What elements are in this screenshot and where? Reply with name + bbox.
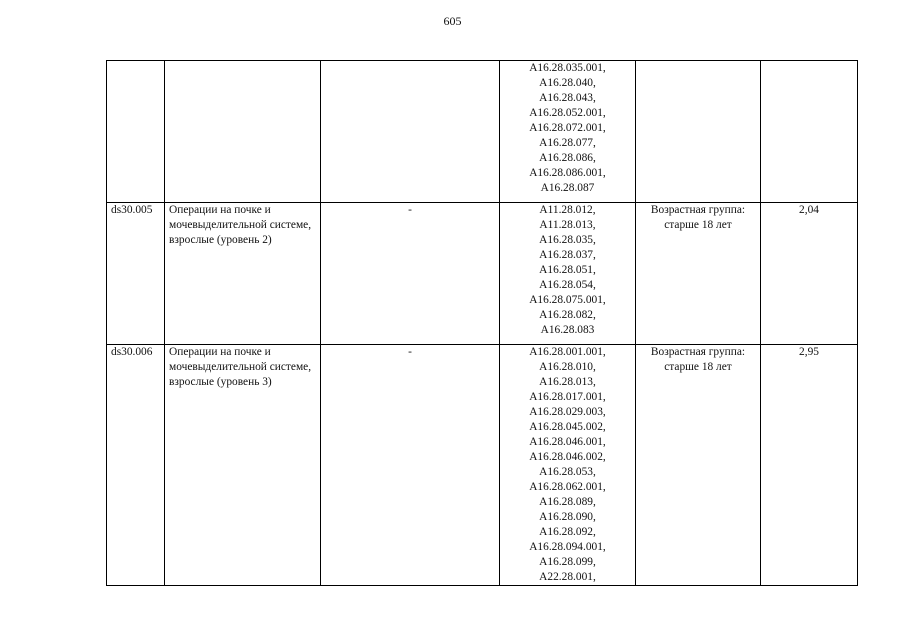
operation-codes-cell — [500, 61, 636, 203]
operation-code: A16.28.094.001, — [529, 541, 606, 553]
tariff-table — [106, 60, 858, 586]
table-row — [107, 345, 858, 586]
operation-code: A16.28.046.001, — [529, 436, 606, 448]
operation-code: A16.28.045.002, — [529, 421, 606, 433]
page-number: 605 — [443, 14, 462, 28]
operation-code: A16.28.087 — [540, 182, 595, 194]
coefficient-cell: 2,95 — [761, 345, 858, 586]
operation-codes-cell — [500, 345, 636, 586]
operation-code: A16.28.075.001, — [529, 294, 606, 306]
operation-code: A16.28.029.003, — [529, 406, 606, 418]
operation-code: A16.28.043, — [539, 92, 596, 104]
group-name-cell: Операции на почке и мочевыделительной системе, взрослые (уровень 3) — [165, 345, 321, 586]
operation-code: A16.28.082, — [539, 309, 596, 321]
criterion-cell: Возрастная группа: старше 18 лет — [636, 345, 761, 586]
operation-code: A16.28.051, — [539, 264, 596, 276]
operation-code: A16.28.099, — [539, 556, 596, 568]
operation-code: A11.28.012, — [539, 204, 596, 216]
operation-code: A16.28.090, — [539, 511, 596, 523]
table-row — [107, 61, 858, 203]
operation-code: A16.28.052.001, — [529, 107, 606, 119]
coefficient-cell — [761, 61, 858, 203]
operation-code: A16.28.054, — [539, 279, 596, 291]
operation-code: A16.28.010, — [539, 361, 596, 373]
operation-code: A16.28.089, — [539, 496, 596, 508]
group-code-cell: ds30.006 — [107, 345, 165, 586]
operation-code: A16.28.046.002, — [529, 451, 606, 463]
operation-code: A16.28.035, — [539, 234, 596, 246]
operation-code: A16.28.013, — [539, 376, 596, 388]
operation-code: A16.28.072.001, — [529, 122, 606, 134]
operation-code: A16.28.040, — [539, 77, 596, 89]
operation-code: A16.28.092, — [539, 526, 596, 538]
criterion-cell — [636, 61, 761, 203]
coefficient-cell: 2,04 — [761, 203, 858, 345]
operation-code: A16.28.035.001, — [529, 62, 606, 74]
operation-code: A16.28.083 — [540, 324, 595, 336]
operation-code: A16.28.062.001, — [529, 481, 606, 493]
operation-code: A16.28.037, — [539, 249, 596, 261]
operation-code: A16.28.001.001, — [529, 346, 606, 358]
operation-code: A16.28.077, — [539, 137, 596, 149]
operation-code: A16.28.086.001, — [529, 167, 606, 179]
criterion-cell: Возрастная группа: старше 18 лет — [636, 203, 761, 345]
table-row — [107, 203, 858, 345]
diagnosis-code-cell: - — [321, 203, 500, 345]
operation-code: A22.28.001, — [539, 571, 596, 583]
operation-code: A16.28.017.001, — [529, 391, 606, 403]
group-name-cell: Операции на почке и мочевыделительной системе, взрослые (уровень 2) — [165, 203, 321, 345]
operation-code: A11.28.013, — [539, 219, 596, 231]
diagnosis-code-cell — [321, 61, 500, 203]
diagnosis-code-cell: - — [321, 345, 500, 586]
group-name-cell — [165, 61, 321, 203]
group-code-cell: ds30.005 — [107, 203, 165, 345]
operation-code: A16.28.086, — [539, 152, 596, 164]
group-code-cell — [107, 61, 165, 203]
operation-codes-cell — [500, 203, 636, 345]
operation-code: A16.28.053, — [539, 466, 596, 478]
